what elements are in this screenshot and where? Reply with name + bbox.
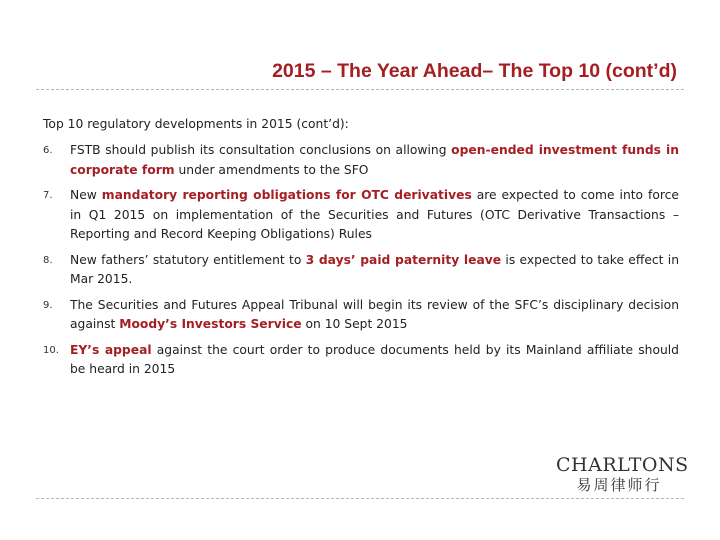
item-text: is expected to take effect in Mar 2015. <box>70 252 679 286</box>
item-text: New fathers’ statutory entitlement to <box>70 252 306 267</box>
item-text: New <box>70 188 102 202</box>
charltons-logo <box>556 454 689 494</box>
logo-name: CHARLTONS <box>556 454 689 476</box>
item-highlight: 3 days’ paid paternity leave <box>305 252 502 267</box>
item-highlight: EY’s appeal <box>70 342 152 357</box>
list-item <box>43 141 679 180</box>
development-list <box>43 141 679 380</box>
item-highlight: open-ended investment funds in corporate form <box>70 143 680 177</box>
list-item <box>43 251 679 290</box>
item-text: FSTB should publish its consultation conclusions on allowing <box>70 143 452 157</box>
item-number: 6. <box>43 145 53 156</box>
bottom-divider <box>36 498 684 499</box>
item-text: under amendments to the SFO <box>174 162 369 177</box>
item-text: The Securities and Futures Appeal Tribunal will begin its review of the SFC’s disciplinary decision against <box>70 297 679 331</box>
intro-text: Top 10 regulatory developments in 2015 (cont’d): <box>43 117 349 131</box>
logo-chinese: 易周律师行 <box>576 476 662 494</box>
top-divider <box>36 89 684 90</box>
page-title: 2015 – The Year Ahead– The Top 10 (cont’d) <box>272 60 677 82</box>
item-text: are expected to come into force in Q1 2015 on implementation of the Securities and Futures (OTC Derivative Transactions – Reporting and Record Keeping Obligations) Rules <box>70 188 679 241</box>
item-text: on 10 Sept 2015 <box>301 317 408 331</box>
item-number: 9. <box>43 299 53 311</box>
list-item <box>43 341 679 380</box>
item-highlight: mandatory reporting obligations for OTC derivatives <box>101 188 472 202</box>
item-number: 8. <box>43 254 53 266</box>
item-text: against the court order to produce documents held by its Mainland affiliate should be heard in 2015 <box>70 342 679 376</box>
item-number: 7. <box>43 190 53 201</box>
list-item <box>43 296 679 335</box>
item-highlight: Moody’s Investors Service <box>119 317 302 331</box>
item-number: 10. <box>43 344 59 356</box>
list-item <box>43 186 679 245</box>
